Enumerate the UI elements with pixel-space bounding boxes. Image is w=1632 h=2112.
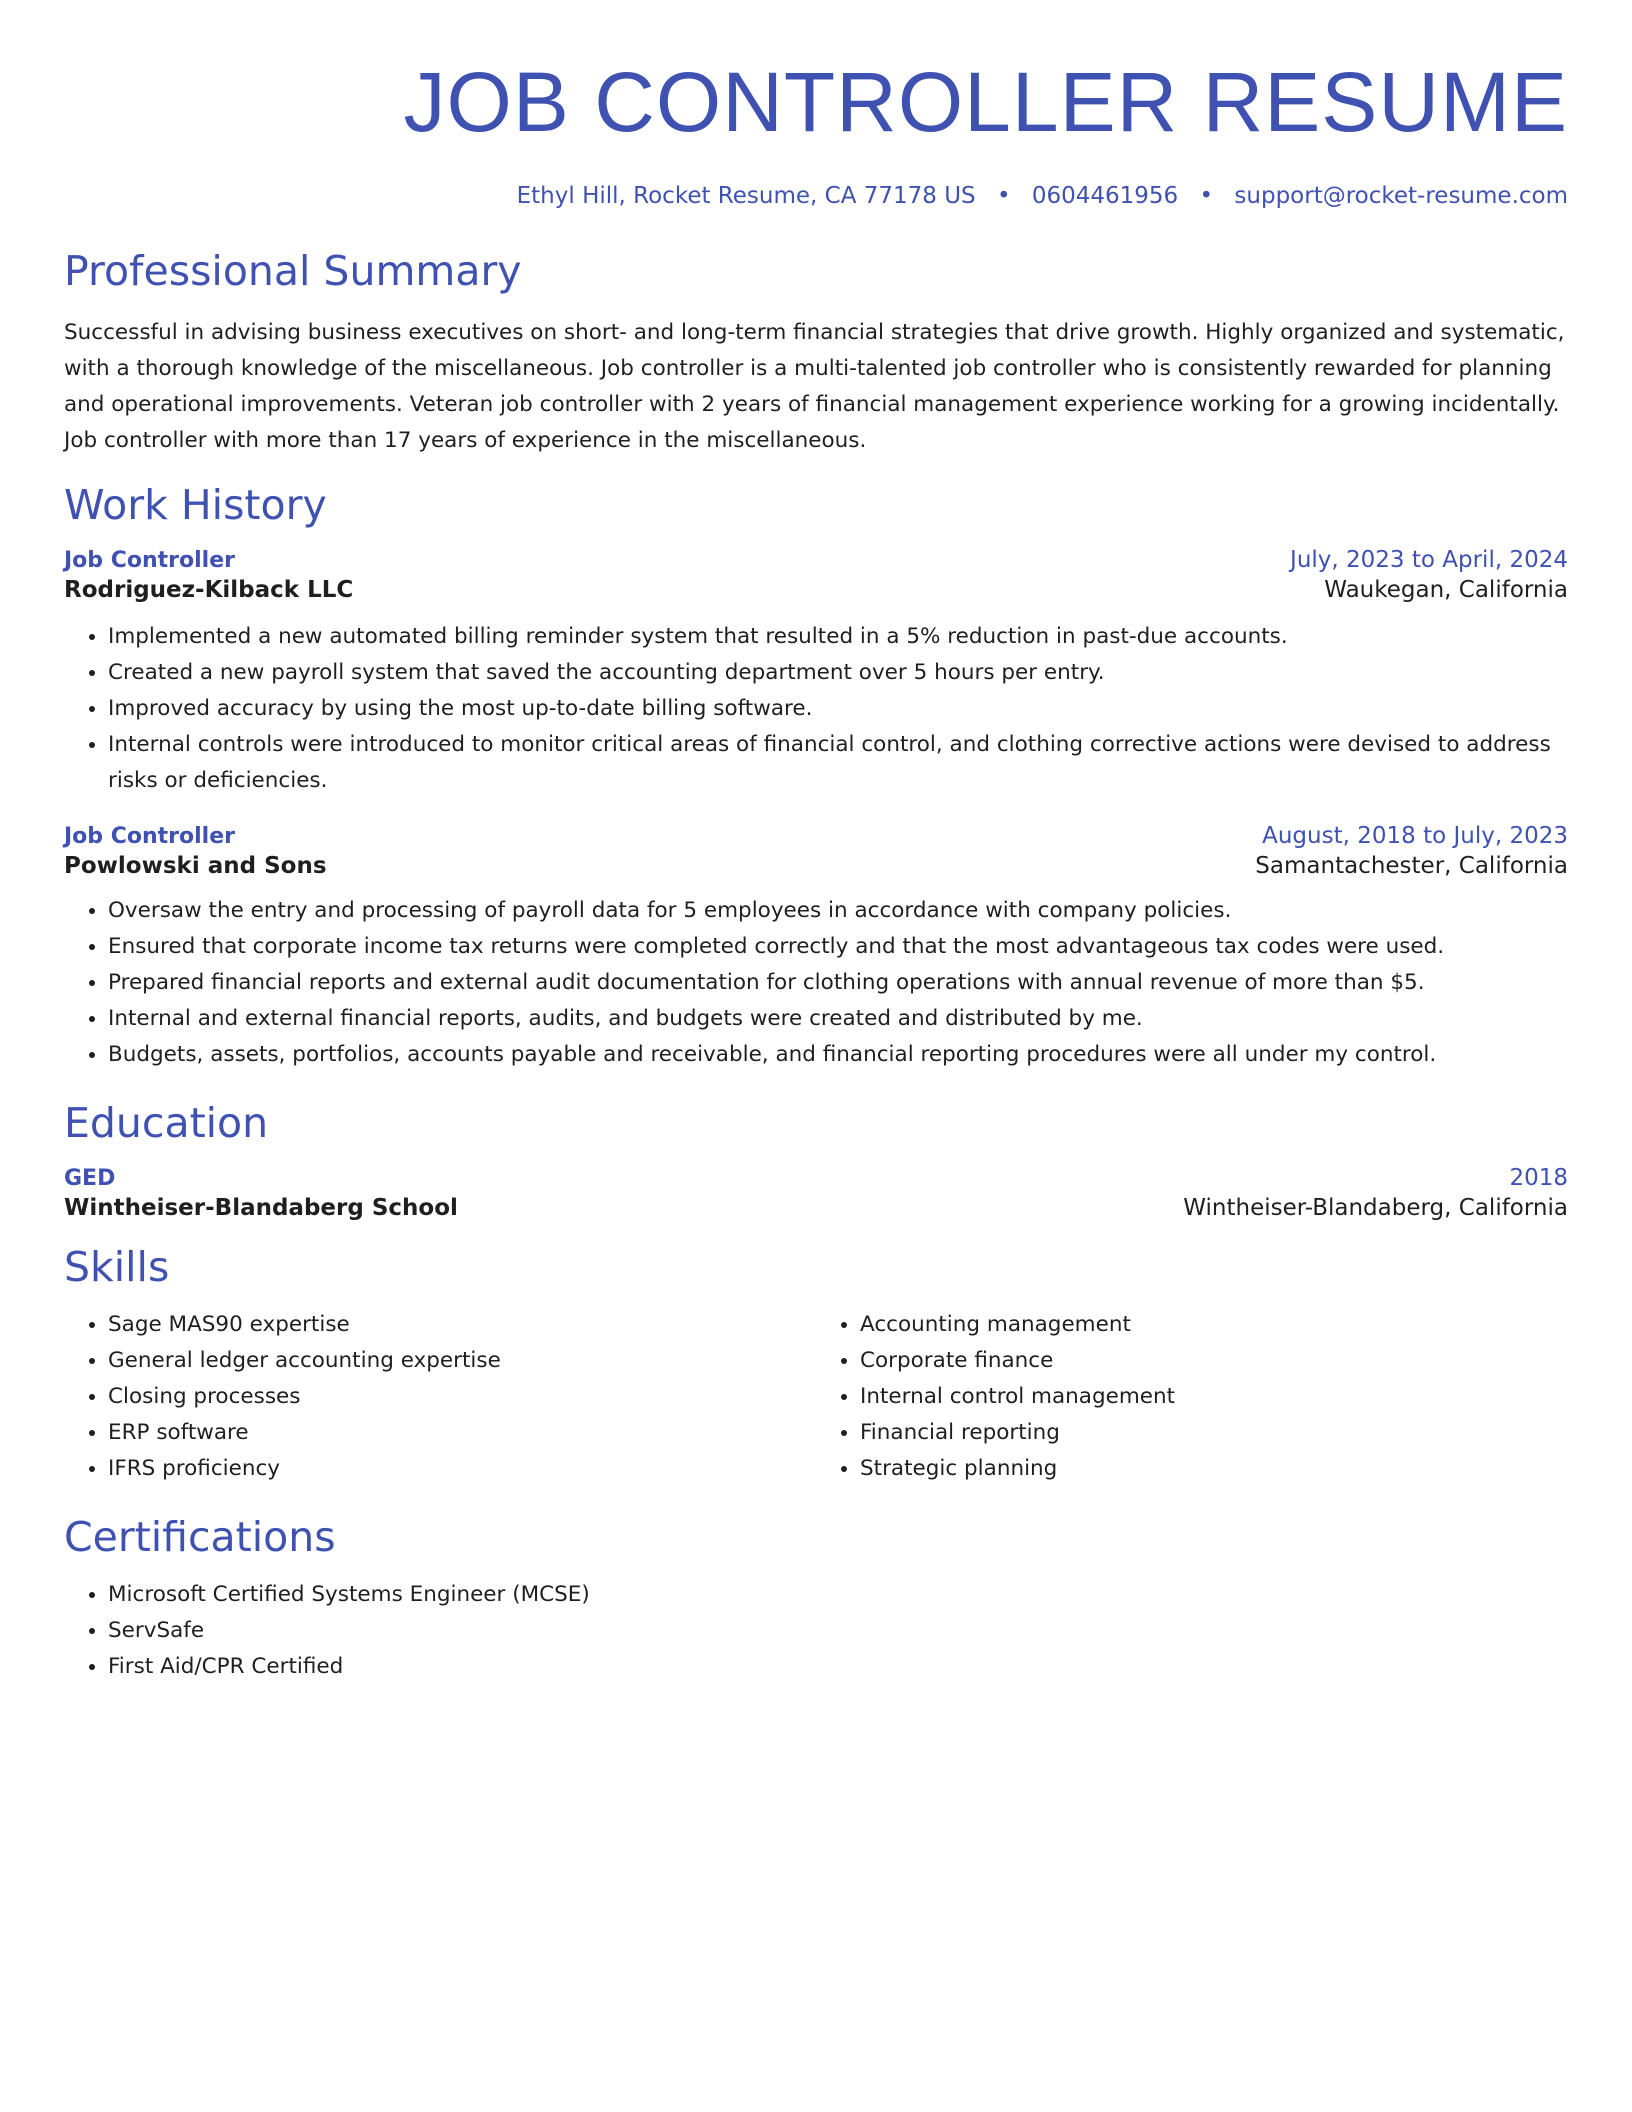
skill-item: • Internal control management [860, 1379, 1568, 1415]
job-entry [64, 547, 1568, 799]
job-bullet: • Budgets, assets, portfolios, accounts payable and receivable, and financial reporting procedures were all under my control. [108, 1037, 1568, 1073]
job-bullet: • Prepared financial reports and external audit documentation for clothing operations with annual revenue of more than $5. [108, 965, 1568, 1001]
education-heading: Education [64, 1099, 269, 1147]
certifications-section [64, 1511, 1568, 1685]
contact-separator: • [996, 183, 1011, 209]
job-dates: July, 2023 to April, 2024 [1290, 547, 1568, 573]
contact-address: Ethyl Hill, Rocket Resume, CA 77178 US [516, 183, 976, 209]
certifications-heading: Certifications [64, 1513, 336, 1561]
job-bullet: • Internal controls were introduced to monitor critical areas of financial control, and clothing corrective actions were devised to address risks or deficiencies. [108, 727, 1568, 799]
certification-item: • Microsoft Certified Systems Engineer (MCSE) [108, 1577, 1568, 1613]
skills-section [64, 1241, 1568, 1487]
skill-item: • Strategic planning [860, 1451, 1568, 1487]
skills-columns [64, 1307, 1568, 1487]
skill-item: • Sage MAS90 expertise [108, 1307, 816, 1343]
summary-text: Successful in advising business executives on short- and long-term financial strategies that drive growth. Highly organized and systematic, with a thorough knowledge of the miscellaneous. Job controller is a multi-talented job controller who is consistently rewarded for planning and operational improvements. Veteran job controller with 2 years of financial management experience working for a growing incidentally. Job controller with more than 17 years of experience in the miscellaneous. [64, 320, 1565, 453]
job-entry [64, 823, 1568, 1073]
skill-item: • ERP software [108, 1415, 816, 1451]
skill-item: • Corporate finance [860, 1343, 1568, 1379]
education-school: Wintheiser-Blandaberg School [64, 1195, 458, 1221]
job-bullets [64, 893, 1568, 1073]
job-company: Powlowski and Sons [64, 853, 327, 879]
education-location: Wintheiser-Blandaberg, California [1183, 1195, 1568, 1221]
certification-item: • ServSafe [108, 1613, 1568, 1649]
contact-separator: • [1199, 183, 1214, 209]
resume-title: JOB CONTROLLER RESUME [403, 55, 1568, 149]
skill-item: • IFRS proficiency [108, 1451, 816, 1487]
job-bullet: • Improved accuracy by using the most up-to-date billing software. [108, 691, 1568, 727]
job-bullet: • Created a new payroll system that saved the accounting department over 5 hours per entry. [108, 655, 1568, 691]
job-title-row [64, 823, 1568, 849]
summary-section [64, 245, 1568, 459]
skills-right-list [816, 1307, 1568, 1487]
work-history-heading: Work History [64, 481, 327, 529]
job-bullet: • Oversaw the entry and processing of payroll data for 5 employees in accordance with company policies. [108, 893, 1568, 929]
certifications-list [64, 1577, 1568, 1685]
job-dates: August, 2018 to July, 2023 [1262, 823, 1568, 849]
job-location: Samantachester, California [1255, 853, 1568, 879]
contact-email: support@rocket-resume.com [1234, 183, 1568, 209]
certification-item: • First Aid/CPR Certified [108, 1649, 1568, 1685]
job-title-row [64, 547, 1568, 573]
skill-item: • Financial reporting [860, 1415, 1568, 1451]
skills-left-list [64, 1307, 816, 1487]
skill-item: • Closing processes [108, 1379, 816, 1415]
education-degree: GED [64, 1166, 116, 1191]
skills-heading: Skills [64, 1243, 170, 1291]
job-bullet: • Internal and external financial reports, audits, and budgets were created and distributed by me. [108, 1001, 1568, 1037]
contact-line [64, 180, 1568, 212]
education-degree-row [64, 1165, 1568, 1191]
education-school-row [64, 1195, 1568, 1221]
job-role: Job Controller [64, 824, 235, 849]
job-location: Waukegan, California [1324, 577, 1568, 603]
skill-item: • Accounting management [860, 1307, 1568, 1343]
job-bullet: • Ensured that corporate income tax returns were completed correctly and that the most advantageous tax codes were used. [108, 929, 1568, 965]
job-company: Rodriguez-Kilback LLC [64, 577, 354, 603]
contact-phone: 0604461956 [1031, 183, 1179, 209]
work-history-section [64, 479, 1568, 1073]
skill-item: • General ledger accounting expertise [108, 1343, 816, 1379]
education-year: 2018 [1509, 1165, 1568, 1191]
summary-heading: Professional Summary [64, 247, 522, 295]
job-bullets [64, 619, 1568, 799]
job-role: Job Controller [64, 548, 235, 573]
education-section [64, 1097, 1568, 1221]
job-company-row [64, 853, 1568, 879]
job-bullet: • Implemented a new automated billing reminder system that resulted in a 5% reduction in past-due accounts. [108, 619, 1568, 655]
job-company-row [64, 577, 1568, 603]
